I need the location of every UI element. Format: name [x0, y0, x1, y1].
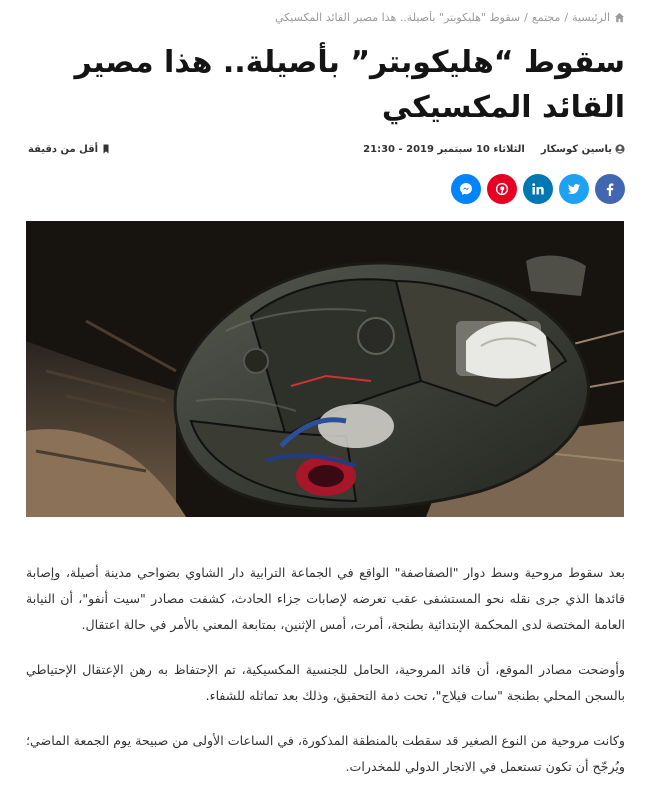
pinterest-icon [495, 182, 509, 196]
publish-date: الثلاثاء 10 سبتمبر 2019 - 21:30 [363, 143, 525, 155]
twitter-icon [567, 182, 581, 196]
read-time [28, 144, 111, 155]
read-time-label: أقل من دقيقة [28, 143, 99, 155]
article-meta [28, 142, 625, 156]
pinterest-share-button[interactable] [487, 174, 517, 204]
article-body [26, 560, 625, 799]
author-info[interactable] [541, 144, 625, 155]
breadcrumb [28, 11, 625, 24]
article-paragraph: وأوضحت مصادر الموقع، أن قائد المروحية، الحامل للجنسية المكسيكية، تم الإحتفاظ به رهن الإعتقال الإحتياطي بالسجن المحلي بطنجة "سات فيلاج"، تحت ذمة التحقيق، وذلك بعد تماثله للشفاء. [26, 662, 625, 703]
user-icon [615, 144, 625, 154]
messenger-share-button[interactable] [451, 174, 481, 204]
linkedin-share-button[interactable] [523, 174, 553, 204]
facebook-share-button[interactable] [595, 174, 625, 204]
linkedin-icon [531, 182, 545, 196]
twitter-share-button[interactable] [559, 174, 589, 204]
home-icon [614, 12, 625, 23]
article-paragraph: وكانت مروحية من النوع الصغير قد سقطت بالمنطقة المذكورة، في الساعات الأولى من صبيحة يوم الجمعة الماضي؛ ويُرجّح أن تكون تستعمل في الاتجار الدولي للمخدرات. [26, 733, 625, 774]
article-image [26, 221, 624, 517]
messenger-icon [459, 182, 473, 196]
bookmark-icon [101, 144, 111, 154]
breadcrumb-home-link[interactable]: الرئيسية [572, 11, 610, 24]
breadcrumb-separator: / [564, 11, 569, 24]
breadcrumb-category-link[interactable]: مجتمع [531, 11, 561, 24]
share-buttons [451, 174, 625, 204]
breadcrumb-separator: / [524, 11, 528, 24]
author-name: ياسين كوسكار [540, 143, 612, 155]
article-title: سقوط “هليكوبتر” بأصيلة.. هذا مصير القائد المكسيكي [74, 45, 625, 125]
article-paragraph: بعد سقوط مروحية وسط دوار "الصفاصفة" الواقع في الجماعة الترابية دار الشاوي بضواحي مدينة أصيلة، وإصابة قائدها الذي جرى نقله نحو المستشفى عقب تعرضه لإصابات جزاء الحادث، كشفت مصادر "سيت أنفو"، أن النيابة العامة المختصة لدى المحكمة الإبتدائية بطنجة، أمرت، أمس الإثنين، بمتابعة المعني بالأمر في حالة اعتقال. [26, 565, 625, 632]
facebook-icon [603, 182, 617, 196]
breadcrumb-current: سقوط "هليكوبتر" بأصيلة.. هذا مصير القائد المكسيكي [275, 11, 521, 24]
helicopter-wreck-photo [26, 221, 624, 517]
